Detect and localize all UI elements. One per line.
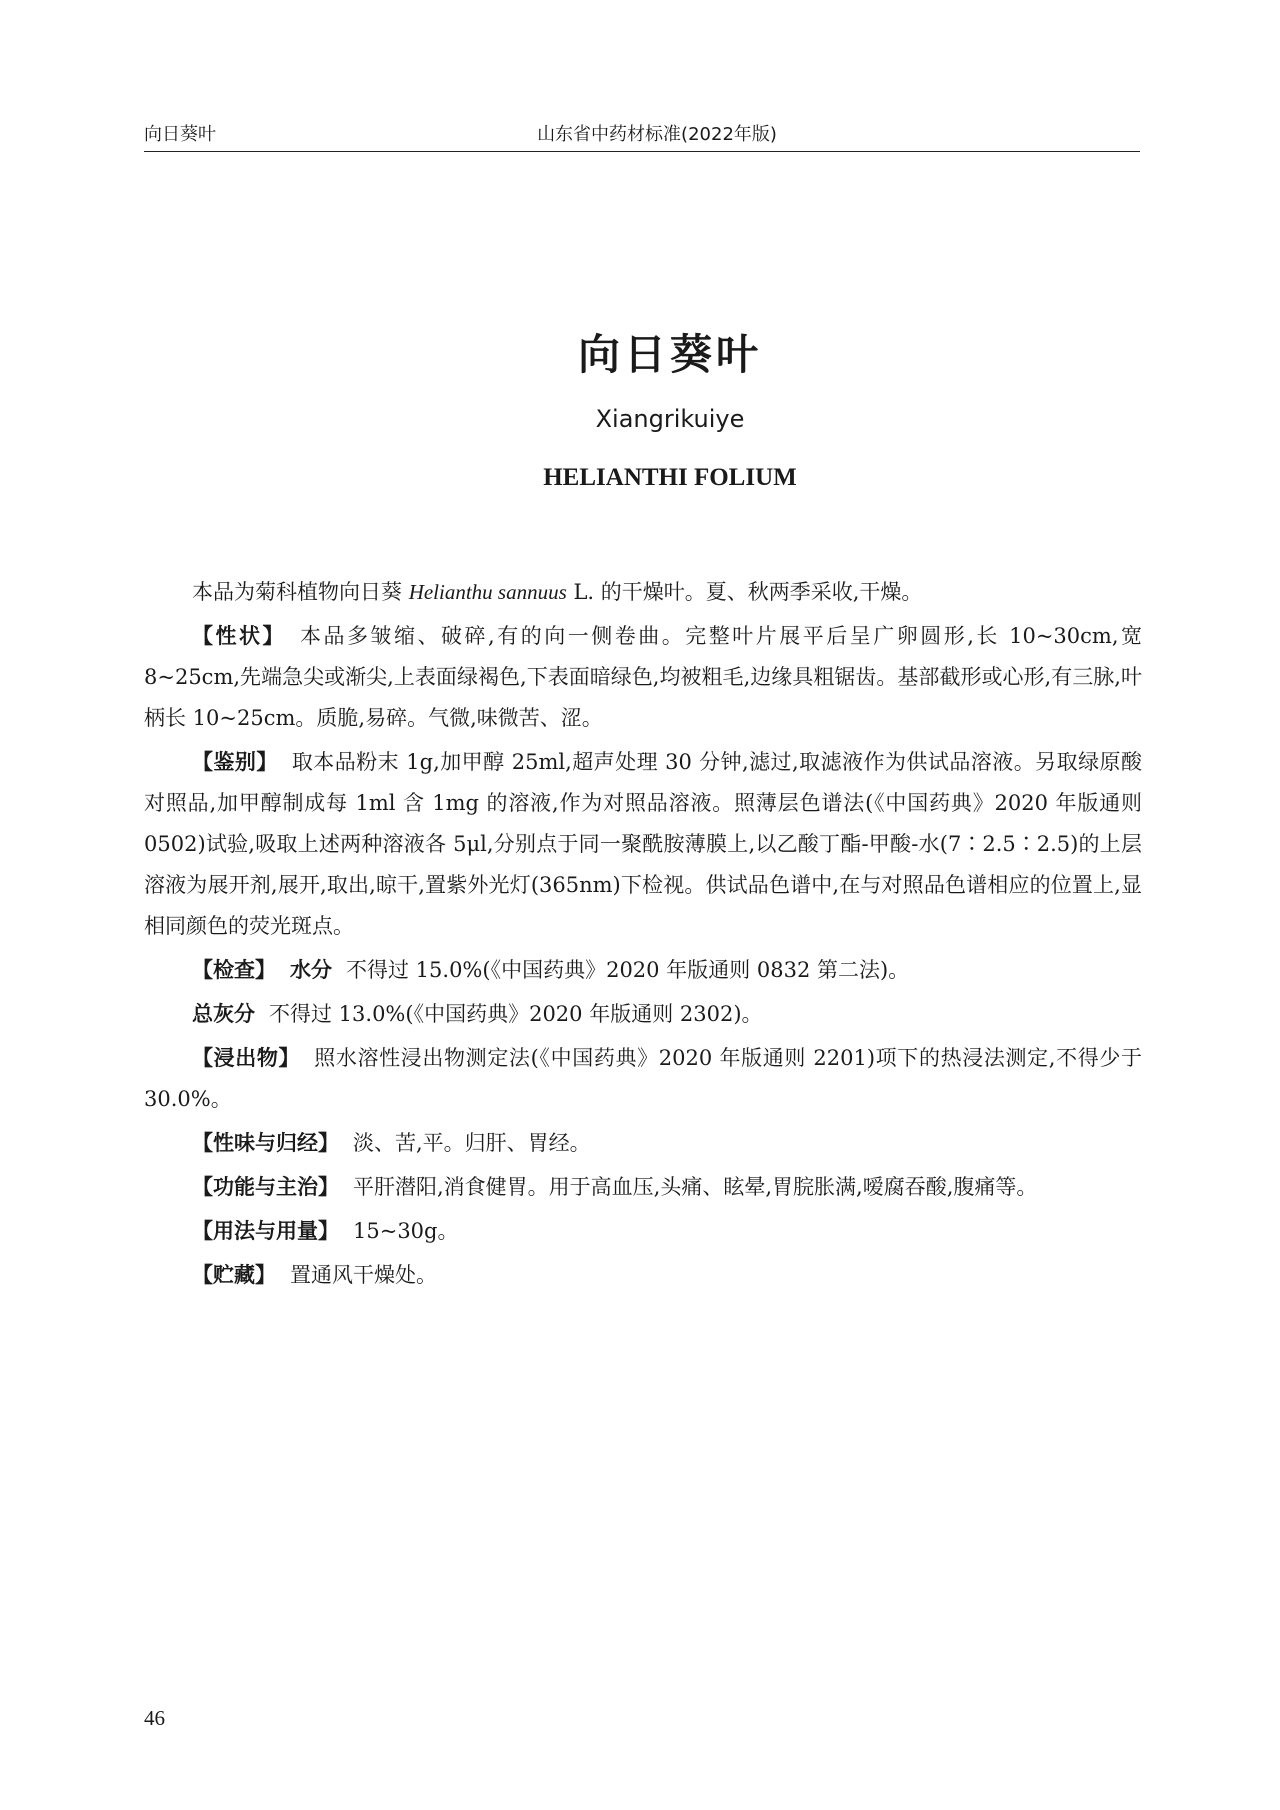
section-yongfa [144,1211,1142,1252]
section-label: 【鉴别】 [192,750,278,774]
section-label: 【贮藏】 [192,1263,276,1287]
header-book-title: 山东省中药材标准(2022年版) [537,124,777,145]
intro-text-before: 本品为菊科植物向日葵 [192,580,409,604]
section-xingzhuang [144,616,1142,739]
section-text: 不得过 13.0%(《中国药典》2020 年版通则 2302)。 [269,1002,763,1026]
page-number: 46 [144,1706,165,1730]
section-zonghuifen [144,994,1142,1035]
section-gongneng [144,1167,1142,1208]
subsection-label: 总灰分 [192,1002,255,1026]
section-label: 【检查】 [192,958,276,982]
header-rule [144,151,1140,152]
subsection-label: 水分 [290,958,332,982]
section-label: 【用法与用量】 [192,1219,339,1243]
section-text: 不得过 15.0%(《中国药典》2020 年版通则 0832 第二法)。 [346,958,910,982]
section-jinchuwu [144,1038,1142,1120]
section-text: 淡、苦,平。归肝、胃经。 [353,1131,591,1155]
section-label: 【性状】 [192,624,287,648]
page-title: 向日葵叶 [577,330,762,379]
section-text: 15~30g。 [353,1219,459,1243]
section-zhucang [144,1255,1142,1296]
section-label: 【功能与主治】 [192,1175,339,1199]
latin-title: HELIANTHI FOLIUM [543,464,797,491]
section-text: 平肝潜阳,消食健胃。用于高血压,头痛、眩晕,胃脘胀满,嗳腐吞酸,腹痛等。 [353,1175,1038,1199]
section-xingwei [144,1123,1142,1164]
section-text: 取本品粉末 1g,加甲醇 25ml,超声处理 30 分钟,滤过,取滤液作为供试品溶液。另取绿原酸对照品,加甲醇制成每 1ml 含 1mg 的溶液,作为对照品溶液。照薄层色谱法(《中国药典》2020 年版通则 0502)试验,吸取上述两种溶液各 5μl,分别点于同一聚酰胺薄膜上,以乙酸丁酯-甲酸-水(7∶2.5∶2.5)的上层溶液为展开剂,展开,取出,晾干,置紫外光灯(365nm)下检视。供试品色谱中,在与对照品色谱相应的位置上,显相同颜色的荧光斑点。 [144,750,1143,938]
section-text: 置通风干燥处。 [290,1263,437,1287]
section-text: 本品多皱缩、破碎,有的向一侧卷曲。完整叶片展平后呈广卵圆形,长 10~30cm,宽 8~25cm,先端急尖或渐尖,上表面绿褐色,下表面暗绿色,均被粗毛,边缘具粗锯齿。基部截形或心形,有三脉,叶柄长 10~25cm。质脆,易碎。气微,味微苦、涩。 [144,624,1142,730]
intro-latin-name: Helianthu sannuus [408,580,567,604]
running-header [144,114,1140,150]
intro-paragraph [144,572,1142,613]
pinyin-title: Xiangrikuiye [595,405,745,433]
monograph-body [144,572,1142,1299]
section-jianbie [144,742,1142,947]
intro-text-after: L. 的干燥叶。夏、秋两季采收,干燥。 [566,580,923,604]
section-jiancha [144,950,1142,991]
section-label: 【浸出物】 [192,1046,301,1070]
section-label: 【性味与归经】 [192,1131,339,1155]
section-text: 照水溶性浸出物测定法(《中国药典》2020 年版通则 2201)项下的热浸法测定,不得少于 30.0%。 [144,1046,1143,1111]
header-section-name: 向日葵叶 [144,124,216,145]
